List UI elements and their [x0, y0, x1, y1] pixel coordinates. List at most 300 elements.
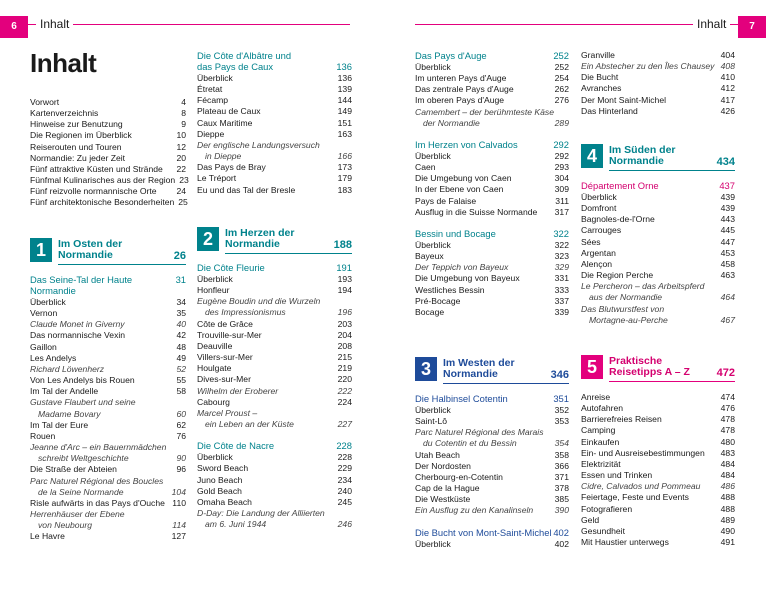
toc-entry-page: 40 [176, 319, 186, 330]
section-heading: Die Halbinsel Cotentin 351 [415, 393, 569, 404]
toc-entry-page: 163 [337, 128, 352, 139]
toc-entry-page: 4 [181, 97, 186, 107]
toc-entry-page: 49 [176, 352, 186, 363]
toc-entry [581, 203, 735, 214]
toc-entry-title: Bayeux [415, 251, 444, 262]
toc-entry [415, 427, 569, 438]
toc-entry [581, 72, 735, 83]
toc-entry-title: Der Nordosten [415, 460, 471, 471]
toc-entry-title: Jeanne d'Arc – ein Bauernmädchen [30, 442, 167, 453]
toc-entry-page: 22 [176, 163, 186, 174]
toc-entry-page: 476 [720, 403, 735, 414]
toc-entry-page: 385 [554, 494, 569, 505]
toc-entry [30, 197, 186, 208]
toc-entry [197, 419, 352, 430]
toc-entry-page: 292 [554, 150, 569, 161]
toc-entry [415, 405, 569, 416]
toc-entry-page: 203 [337, 318, 352, 329]
toc-col3-list-a [415, 50, 569, 318]
toc-entry-title: Gustave Flaubert und seine [30, 397, 136, 408]
toc-entry [197, 95, 352, 106]
toc-entry-title: Fünfmal Kulinarisches aus der Region [30, 175, 176, 186]
toc-entry-title: Eugène Boudin und die Wurzeln [197, 296, 321, 307]
toc-entry-title: Avranches [581, 83, 622, 94]
toc-entry-page: 62 [176, 419, 186, 430]
toc-entry-page: 488 [720, 492, 735, 503]
toc-col4-list-c [581, 392, 735, 548]
toc-entry [415, 285, 569, 296]
toc-entry [415, 461, 569, 472]
toc-entry-title: Trouville-sur-Mer [197, 329, 262, 340]
toc-entry [30, 353, 186, 364]
toc-entry-title: Überblick [415, 150, 451, 161]
toc-entry [581, 248, 735, 259]
toc-entry-title: Le Percheron – das Arbeitspferd [581, 281, 705, 292]
section-heading: Das Seine-Tal der Haute Normandie 31 [30, 274, 186, 296]
toc-entry-page: 443 [720, 214, 735, 225]
toc-entry-page: 491 [720, 537, 735, 548]
toc-entry [581, 50, 735, 61]
toc-entry-title: Die Bucht [581, 72, 619, 83]
toc-entry-page [348, 508, 352, 519]
toc-entry-title: Carrouges [581, 225, 622, 236]
toc-entry-page: 104 [171, 486, 186, 497]
toc-entry-page: 337 [554, 295, 569, 306]
toc-entry [197, 508, 352, 519]
toc-entry [415, 151, 569, 162]
toc-entry-page: 219 [337, 363, 352, 374]
toc-entry-page [182, 397, 186, 408]
toc-entry [197, 486, 352, 497]
toc-entry [197, 285, 352, 296]
toc-entry [415, 196, 569, 207]
toc-entry-title: Dives-sur-Mer [197, 374, 251, 385]
toc-entry-title: Alençon [581, 258, 613, 269]
toc-entry-page: 227 [337, 419, 352, 430]
toc-entry [30, 97, 186, 108]
toc-entry-title: Houlgate [197, 363, 232, 374]
toc-entry [197, 84, 352, 95]
toc-entry-title: Le Havre [30, 531, 65, 542]
toc-entry-title: Fécamp [197, 95, 229, 106]
toc-entry [581, 492, 735, 503]
toc-entry-page: 139 [337, 84, 352, 95]
toc-entry-page: 354 [554, 438, 569, 449]
toc-entry [415, 472, 569, 483]
toc-entry-page: 42 [176, 330, 186, 341]
toc-entry-title: Kartenverzeichnis [30, 108, 99, 119]
toc-entry-page: 474 [720, 392, 735, 402]
toc-entry [581, 315, 735, 326]
toc-entry-title: Essen und Trinken [581, 470, 653, 481]
toc-entry-title: Westliches Bessin [415, 284, 485, 295]
toc-entry-page: 467 [720, 314, 735, 325]
toc-entry-page: 224 [337, 396, 352, 407]
chapter-number-box: 5 [581, 355, 603, 379]
toc-entry [581, 270, 735, 281]
toc-entry-page: 194 [337, 285, 352, 296]
toc-entry-title: Gaillon [30, 341, 57, 352]
chapter-page: 472 [716, 367, 735, 379]
toc-entry-title: der Normandie [423, 117, 480, 128]
toc-entry [197, 106, 352, 117]
toc-entry [30, 175, 189, 186]
toc-entry-title: Normandie: Zu jeder Zeit [30, 152, 126, 163]
toc-entry-page: 136 [337, 73, 352, 83]
toc-entry-title: Überblick [415, 239, 451, 250]
toc-entry-title: D-Day: Die Landung der Alliierten [197, 507, 325, 518]
toc-entry-page: 240 [337, 485, 352, 496]
toc-entry-title: Reiserouten und Touren [30, 141, 122, 152]
toc-entry [197, 363, 352, 374]
toc-entry-title: Herrenhäuser der Ebene [30, 508, 125, 519]
toc-entry-page: 408 [720, 61, 735, 72]
toc-entry [30, 453, 186, 464]
toc-entry [581, 448, 735, 459]
toc-entry-title: Ein Ausflug zu den Kanalinseln [415, 505, 534, 516]
toc-entry [581, 292, 735, 303]
toc-entry-title: Ein Abstecher zu den Îles Chausey [581, 61, 715, 72]
chapter-label: Im Herzen der Normandie [225, 227, 295, 250]
toc-entry-title: Im Tal der Eure [30, 419, 89, 430]
section-heading: Die Côte de Nacre 228 [197, 440, 352, 452]
toc-entry [415, 494, 569, 505]
toc-entry-title: Elektrizität [581, 458, 621, 469]
toc-entry-title: Le Tréport [197, 173, 237, 184]
toc-entry-title: am 6. Juni 1944 [205, 519, 267, 530]
toc-entry-title: Mit Haustier unterwegs [581, 537, 669, 548]
toc-entry-page [565, 427, 569, 438]
toc-entry [30, 142, 186, 153]
toc-entry-title: Côte de Grâce [197, 318, 253, 329]
toc-entry [197, 162, 352, 173]
toc-entry [197, 397, 352, 408]
toc-entry-title: Der englische Landungsversuch [197, 139, 320, 150]
toc-entry-page: 193 [337, 274, 352, 284]
chapter-label: Im Westen der Normandie [443, 357, 515, 380]
toc-entry-page: 483 [720, 447, 735, 458]
toc-entry [581, 95, 735, 106]
toc-entry-title: Überblick [581, 192, 617, 202]
toc-entry-title: Feiertage, Feste und Events [581, 492, 689, 503]
toc-entry [415, 262, 569, 273]
toc-entry-page: 329 [554, 262, 569, 273]
toc-col2-list-b [197, 262, 352, 530]
toc-entry [581, 61, 735, 72]
toc-entry-title: Im Tal der Andelle [30, 386, 99, 397]
toc-entry-page [731, 281, 735, 292]
toc-entry-title: In der Ebene von Caen [415, 184, 504, 195]
toc-entry-title: Fünf architektonische Besonderheiten [30, 197, 175, 208]
toc-entry-page: 76 [176, 430, 186, 441]
toc-entry-title: Richard Löwenherz [30, 363, 105, 374]
toc-entry-title: Vorwort [30, 97, 60, 107]
right-page-header [383, 12, 766, 38]
toc-entry-page: 48 [176, 341, 186, 352]
toc-entry [30, 342, 186, 353]
toc-entry [197, 374, 352, 385]
toc-entry-title: Plateau de Caux [197, 106, 261, 117]
toc-entry-page: 144 [337, 95, 352, 106]
toc-entry-page [348, 408, 352, 419]
toc-entry [30, 509, 186, 520]
toc-entry-page: 309 [554, 184, 569, 195]
toc-entry [415, 251, 569, 262]
toc-entry-page: 293 [554, 162, 569, 173]
toc-entry-page: 352 [554, 405, 569, 415]
toc-entry-page: 254 [554, 73, 569, 84]
chapter-page: 26 [173, 250, 186, 262]
toc-entry-page: 458 [720, 258, 735, 269]
toc-entry-page: 390 [554, 505, 569, 516]
toc-entry-page: 410 [720, 72, 735, 83]
toc-entry [415, 184, 569, 195]
toc-entry-title: Pays de Falaise [415, 195, 477, 206]
toc-entry-page: 55 [176, 375, 186, 386]
toc-entry [30, 108, 186, 119]
toc-entry-title: Mortagne-au-Perche [589, 314, 668, 325]
toc-entry-title: Das Blutwurstfest von [581, 303, 665, 314]
toc-entry-title: schreibt Weltgeschichte [38, 453, 129, 464]
toc-entry-page: 25 [178, 197, 188, 208]
toc-entry-title: Vernon [30, 308, 58, 319]
toc-entry-page: 371 [554, 471, 569, 482]
toc-entry-title: Die Westküste [415, 494, 471, 505]
toc-entry-page: 215 [337, 352, 352, 363]
chapter-number-box: 3 [415, 357, 437, 381]
toc-entry-title: Wilhelm der Eroberer [197, 385, 279, 396]
toc-entry-page [348, 140, 352, 151]
toc-entry-title: du Cotentin et du Bessin [423, 438, 517, 449]
chapter-number-box: 1 [30, 238, 52, 262]
toc-entry [30, 297, 186, 308]
toc-entry-title: Gold Beach [197, 485, 242, 496]
section-heading: Die Côte d'Albâtre und das Pays de Caux 136 [197, 50, 352, 72]
toc-entry-title: Überblick [197, 452, 233, 463]
toc-entry-page: 110 [172, 497, 186, 508]
toc-entry [197, 296, 352, 307]
toc-entry-title: Überblick [415, 62, 451, 72]
toc-entry [581, 403, 735, 414]
chapter-2-heading [197, 227, 352, 251]
toc-entry-page: 34 [176, 297, 186, 307]
toc-entry-page: 490 [720, 525, 735, 536]
toc-entry-page: 488 [720, 503, 735, 514]
toc-entry-title: des Impressionismus [205, 307, 286, 318]
toc-entry [197, 307, 352, 318]
toc-entry-page: 331 [554, 273, 569, 284]
chapter-page: 188 [333, 239, 352, 251]
toc-entry-page: 353 [554, 416, 569, 427]
toc-entry [197, 118, 352, 129]
toc-entry [581, 470, 735, 481]
toc-entry [30, 375, 186, 386]
toc-intro-list [30, 97, 189, 209]
toc-entry-page: 402 [554, 538, 569, 549]
toc-entry [197, 330, 352, 341]
toc-entry-page: 378 [554, 483, 569, 494]
toc-entry [30, 531, 186, 542]
section-heading: Bessin und Bocage 322 [415, 227, 569, 239]
toc-entry [581, 237, 735, 248]
toc-entry-page [182, 442, 186, 453]
toc-entry [197, 319, 352, 330]
toc-entry [415, 505, 569, 516]
toc-entry-page: 480 [720, 436, 735, 447]
toc-entry-title: Die Regionen im Überblick [30, 130, 132, 141]
toc-entry [197, 341, 352, 352]
toc-entry [581, 537, 735, 548]
toc-entry [581, 515, 735, 526]
toc-entry-page: 358 [554, 449, 569, 460]
toc-entry [197, 173, 352, 184]
toc-entry-page: 439 [720, 192, 735, 202]
toc-entry-page: 96 [176, 464, 186, 475]
toc-entry-title: Bagnoles-de-l'Orne [581, 214, 655, 225]
toc-entry [197, 463, 352, 474]
toc-entry-title: Gesundheit [581, 525, 625, 536]
chapter-number-box: 4 [581, 144, 603, 168]
toc-entry [30, 308, 186, 319]
toc-entry-page: 484 [720, 470, 735, 481]
toc-entry [415, 173, 569, 184]
toc-entry [197, 129, 352, 140]
toc-entry [30, 420, 186, 431]
toc-entry-page: 179 [337, 173, 352, 184]
toc-entry [30, 476, 186, 487]
toc-entry [581, 425, 735, 436]
toc-entry [197, 452, 352, 463]
toc-entry-title: Ein- und Ausreisebestimmungen [581, 447, 705, 458]
toc-entry [30, 386, 186, 397]
toc-entry-page: 208 [337, 340, 352, 351]
toc-entry-page [565, 107, 569, 118]
toc-entry-title: Der Teppich von Bayeux [415, 262, 509, 273]
toc-entry [197, 274, 352, 285]
toc-entry-title: Überblick [415, 538, 451, 549]
toc-col1-list [30, 274, 186, 542]
toc-entry [30, 409, 186, 420]
toc-entry [581, 414, 735, 425]
toc-entry-page: 445 [720, 225, 735, 236]
toc-entry [30, 487, 186, 498]
toc-entry-title: Granville [581, 50, 615, 60]
toc-entry-title: Cap de la Hague [415, 483, 480, 494]
toc-entry-page: 229 [337, 463, 352, 474]
section-heading: Das Pays d'Auge 252 [415, 50, 569, 61]
toc-entry-page: 245 [337, 496, 352, 507]
toc-entry [30, 186, 186, 197]
section-heading: Im Herzen von Calvados 292 [415, 138, 569, 150]
toc-entry-page: 234 [337, 474, 352, 485]
toc-entry-page: 484 [720, 458, 735, 469]
toc-entry-title: ein Leben an der Küste [205, 419, 294, 430]
toc-entry-title: Überblick [197, 73, 233, 83]
toc-entry-title: Cabourg [197, 396, 230, 407]
right-page-number: 7 [738, 16, 766, 38]
toc-entry-page: 8 [181, 108, 186, 119]
toc-entry-title: Deauville [197, 340, 233, 351]
chapter-page: 346 [550, 369, 569, 381]
toc-entry-page: 20 [176, 152, 186, 163]
toc-entry-title: Omaha Beach [197, 496, 252, 507]
toc-entry-page: 322 [554, 239, 569, 250]
section-heading: Die Côte Fleurie 191 [197, 262, 352, 273]
toc-entry-title: Das Pays de Bray [197, 162, 266, 173]
toc-entry-page: 289 [554, 117, 569, 128]
toc-entry-page: 114 [172, 520, 186, 531]
toc-entry-page: 228 [337, 452, 352, 463]
toc-entry-title: Dieppe [197, 128, 225, 139]
toc-entry [30, 364, 186, 375]
toc-entry-title: Argentan [581, 247, 616, 258]
toc-entry-page: 9 [181, 119, 186, 130]
toc-entry [581, 225, 735, 236]
toc-entry [581, 526, 735, 537]
toc-entry-page [348, 296, 352, 307]
toc-entry-title: Claude Monet in Giverny [30, 319, 125, 330]
toc-entry [197, 352, 352, 363]
toc-entry-page: 317 [554, 206, 569, 217]
chapter-label: Im Süden der Normandie [609, 144, 676, 167]
toc-entry-page: 90 [176, 453, 186, 464]
toc-entry-title: Die Region Perche [581, 270, 654, 281]
toc-entry-page: 24 [176, 186, 186, 197]
toc-entry-page: 196 [337, 307, 352, 318]
toc-entry-title: Überblick [197, 274, 233, 284]
toc-entry-title: Caen [415, 162, 436, 173]
toc-entry [415, 207, 569, 218]
chapter-4-heading [581, 144, 735, 168]
toc-entry [581, 281, 735, 292]
toc-entry-page: 426 [720, 105, 735, 116]
toc-entry-title: Pré-Bocage [415, 295, 461, 306]
toc-entry-title: Die Umgebung von Caen [415, 173, 512, 184]
toc-entry [415, 107, 569, 118]
toc-entry-page: 222 [337, 385, 352, 396]
section-heading: Département Orne 437 [581, 180, 735, 191]
toc-entry-title: Utah Beach [415, 449, 460, 460]
toc-entry-title: Die Umgebung von Bayeux [415, 273, 520, 284]
toc-entry-title: Camping [581, 425, 616, 436]
toc-entry-title: Eu und das Tal der Bresle [197, 184, 296, 195]
toc-entry [30, 130, 186, 141]
toc-col4-list-a [581, 50, 735, 117]
chapter-page: 434 [716, 156, 735, 168]
toc-entry-title: Étretat [197, 84, 223, 95]
toc-entry-page: 12 [176, 141, 186, 152]
toc-entry [581, 481, 735, 492]
toc-entry-page: 204 [337, 329, 352, 340]
toc-entry-page: 339 [554, 306, 569, 317]
toc-entry-title: Im unteren Pays d'Auge [415, 73, 507, 84]
chapter-number-box: 2 [197, 227, 219, 251]
toc-entry-title: Das normannische Vexin [30, 330, 126, 341]
toc-entry-title: Geld [581, 514, 600, 525]
toc-entry [415, 73, 569, 84]
toc-entry-title: Risle aufwärts in das Pays d'Ouche [30, 497, 165, 508]
toc-entry-page: 220 [337, 374, 352, 385]
toc-entry [197, 151, 352, 162]
toc-entry-page: 311 [555, 195, 569, 206]
toc-entry [415, 438, 569, 449]
toc-entry [415, 296, 569, 307]
toc-entry [415, 118, 569, 129]
toc-entry [30, 498, 186, 509]
toc-entry [415, 62, 569, 73]
toc-entry [415, 162, 569, 173]
toc-entry [197, 497, 352, 508]
